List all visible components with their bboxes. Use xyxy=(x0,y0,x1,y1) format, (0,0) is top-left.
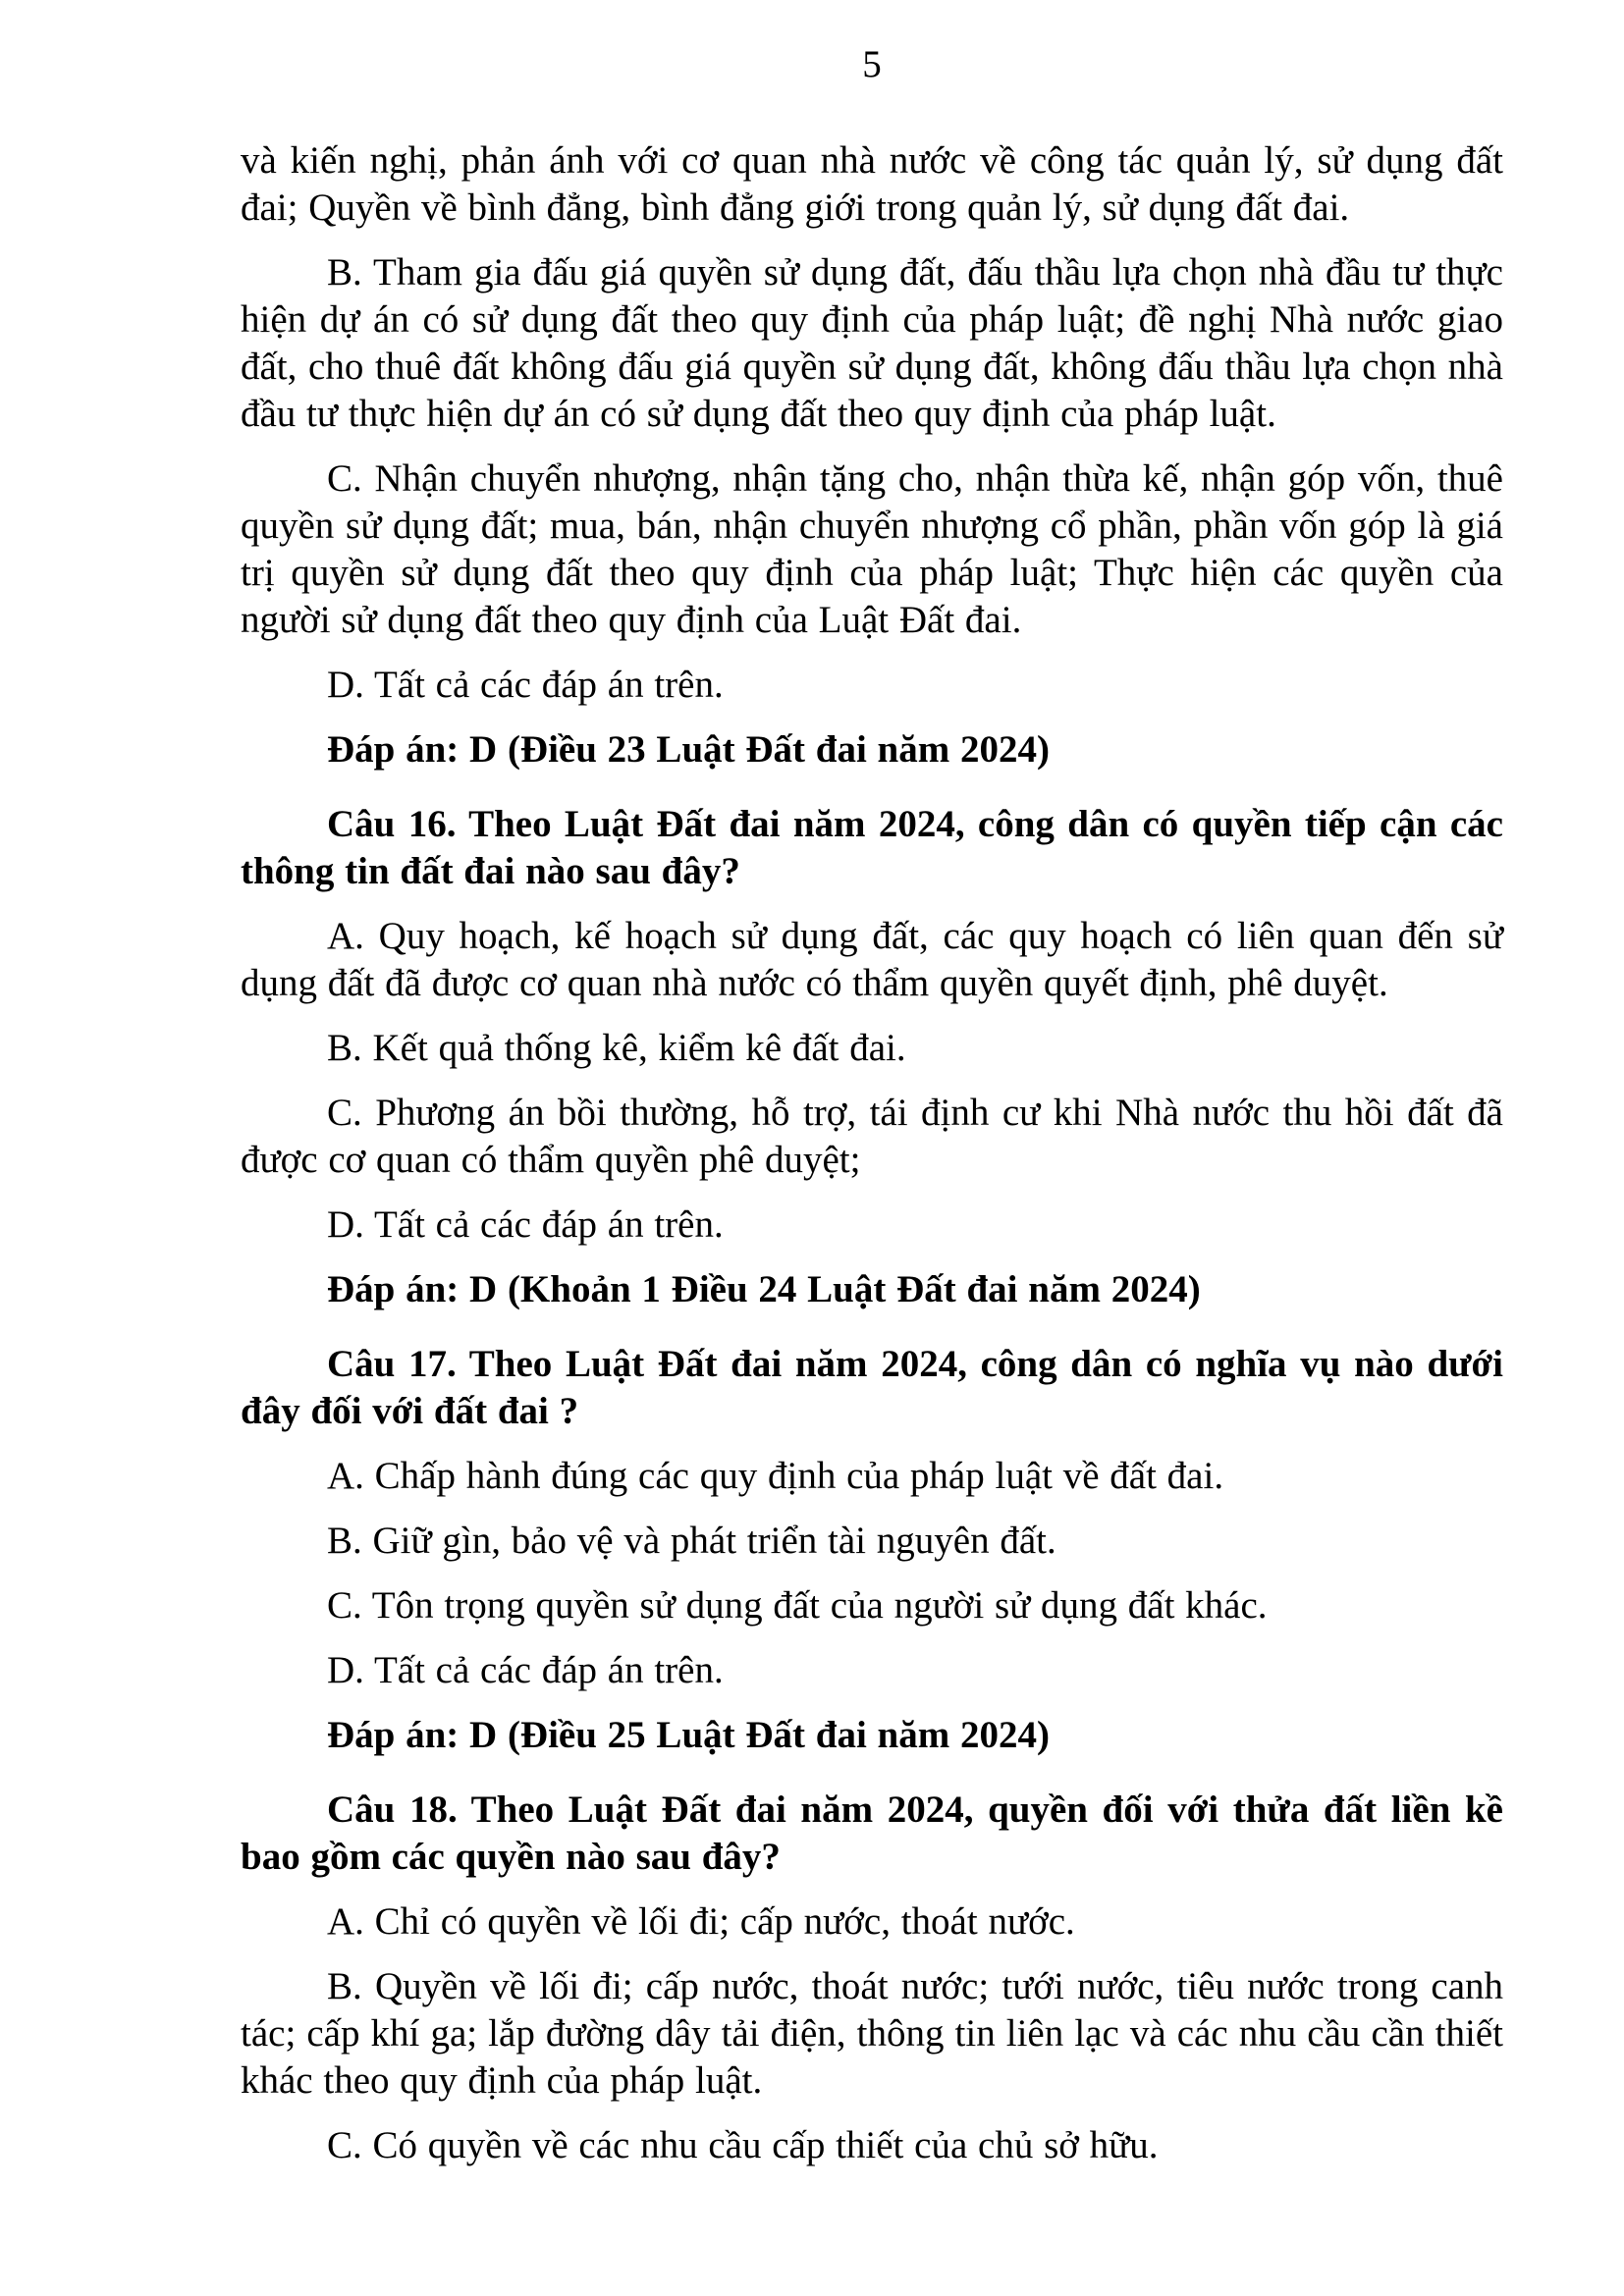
q16-question-title: Câu 16. Theo Luật Đất đai năm 2024, công dân có quyền tiếp cận các thông tin đất đai nào sau đây? xyxy=(241,803,1503,892)
q15-option-c: C. Nhận chuyển nhượng, nhận tặng cho, nhận thừa kế, nhận góp vốn, thuê quyền sử dụng đất; mua, bán, nhận chuyển nhượng cổ phần, phần vốn góp là giá trị quyền sử dụng đất theo quy định của pháp luật; Thực hiện các quyền của người sử dụng đất theo quy định của Luật Đất đai. xyxy=(241,457,1503,641)
q18-option-a: A. Chỉ có quyền về lối đi; cấp nước, thoát nước. xyxy=(327,1900,1075,1943)
q16-option-c: C. Phương án bồi thường, hỗ trợ, tái định cư khi Nhà nước thu hồi đất đã được cơ quan có thẩm quyền phê duyệt; xyxy=(241,1092,1503,1181)
q16-option-a: A. Quy hoạch, kế hoạch sử dụng đất, các quy hoạch có liên quan đến sử dụng đất đã được cơ quan nhà nước có thẩm quyền quyết định, phê duyệt. xyxy=(241,915,1503,1004)
q15-continuation-paragraph: và kiến nghị, phản ánh với cơ quan nhà nước về công tác quản lý, sử dụng đất đai; Quyền về bình đẳng, bình đẳng giới trong quản lý, sử dụng đất đai. xyxy=(241,139,1503,229)
q17-option-d: D. Tất cả các đáp án trên. xyxy=(327,1649,724,1691)
q17-option-a: A. Chấp hành đúng các quy định của pháp luật về đất đai. xyxy=(327,1455,1224,1497)
q15-option-d: D. Tất cả các đáp án trên. xyxy=(327,664,724,706)
q18-option-b: B. Quyền về lối đi; cấp nước, thoát nước; tưới nước, tiêu nước trong canh tác; cấp khí ga; lắp đường dây tải điện, thông tin liên lạc và các nhu cầu cần thiết khác theo quy định của pháp luật. xyxy=(241,1965,1503,2102)
q17-option-c: C. Tôn trọng quyền sử dụng đất của người sử dụng đất khác. xyxy=(327,1584,1268,1627)
q17-option-b: B. Giữ gìn, bảo vệ và phát triển tài nguyên đất. xyxy=(327,1520,1056,1562)
page-number: 5 xyxy=(862,43,882,85)
q18-option-c: C. Có quyền về các nhu cầu cấp thiết của chủ sở hữu. xyxy=(327,2124,1159,2166)
q16-answer-line: Đáp án: D (Khoản 1 Điều 24 Luật Đất đai năm 2024) xyxy=(327,1268,1201,1310)
q15-answer-line: Đáp án: D (Điều 23 Luật Đất đai năm 2024) xyxy=(327,728,1050,771)
document-body xyxy=(241,137,1503,2169)
q15-option-b: B. Tham gia đấu giá quyền sử dụng đất, đấu thầu lựa chọn nhà đầu tư thực hiện dự án có sử dụng đất theo quy định của pháp luật; đề nghị Nhà nước giao đất, cho thuê đất không đấu giá quyền sử dụng đất, không đấu thầu lựa chọn nhà đầu tư thực hiện dự án có sử dụng đất theo quy định của pháp luật. xyxy=(241,251,1503,435)
q17-answer-line: Đáp án: D (Điều 25 Luật Đất đai năm 2024) xyxy=(327,1714,1050,1756)
q18-question-title: Câu 18. Theo Luật Đất đai năm 2024, quyền đối với thửa đất liền kề bao gồm các quyền nào sau đây? xyxy=(241,1789,1503,1878)
q16-option-d: D. Tất cả các đáp án trên. xyxy=(327,1203,724,1246)
q16-option-b: B. Kết quả thống kê, kiểm kê đất đai. xyxy=(327,1027,906,1069)
q17-question-title: Câu 17. Theo Luật Đất đai năm 2024, công dân có nghĩa vụ nào dưới đây đối với đất đai ? xyxy=(241,1343,1503,1432)
